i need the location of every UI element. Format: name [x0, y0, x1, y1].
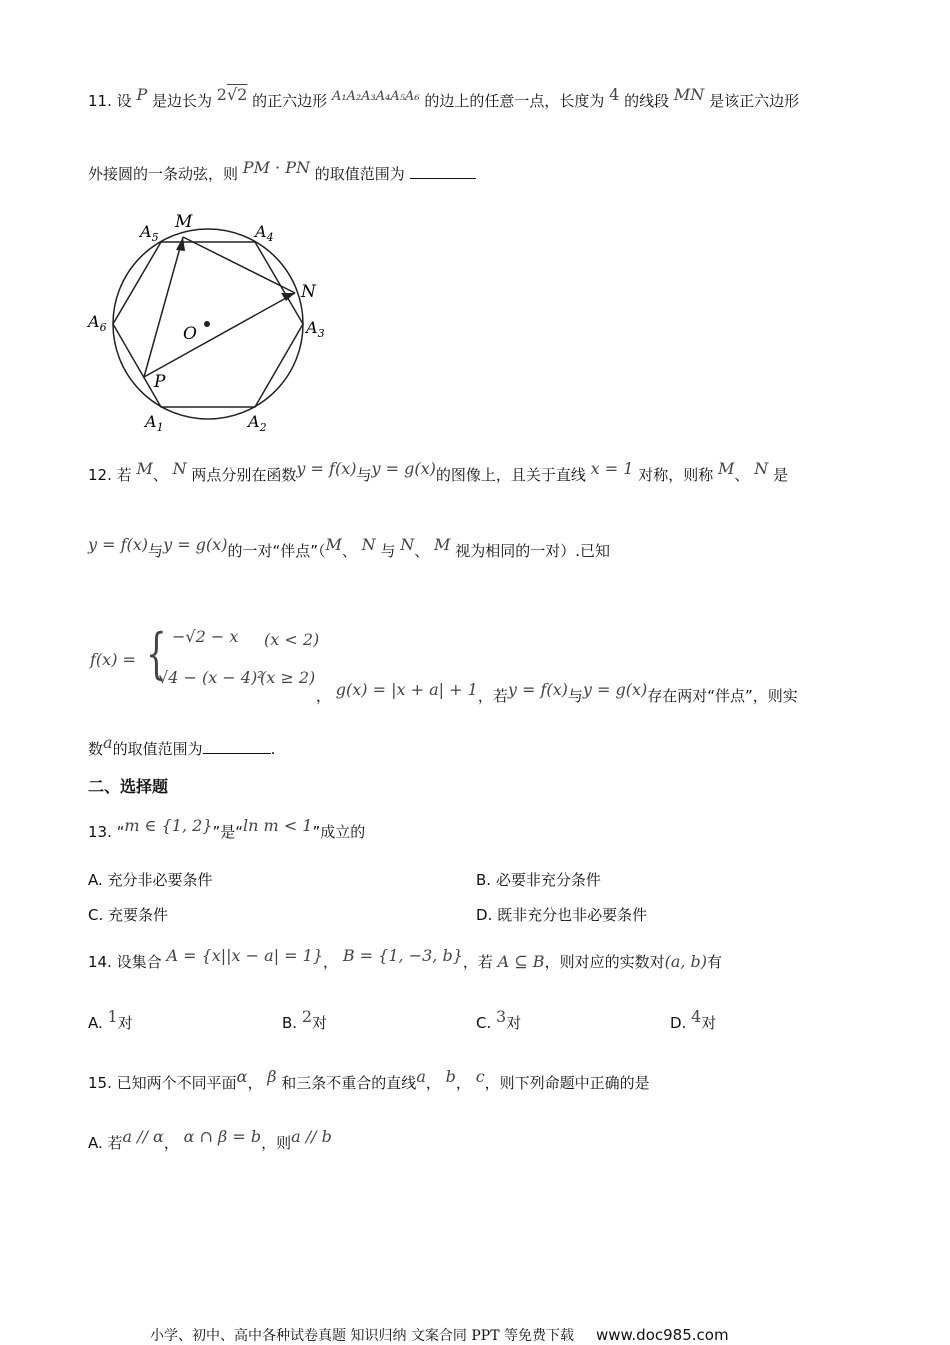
text: . — [270, 740, 276, 758]
hexagon-figure — [85, 205, 335, 440]
q15-stem — [88, 1067, 650, 1093]
math-f: y = f(x) — [507, 680, 568, 699]
text: 是该正六边形 — [709, 92, 800, 110]
label-A2: $A_2$ — [248, 412, 267, 434]
q15-option-a[interactable] — [88, 1127, 332, 1153]
option-value: 3 — [496, 1007, 507, 1026]
math-g: y = g(x) — [582, 680, 648, 699]
text: 设集合 — [116, 953, 162, 971]
math-cond2: ln m < 1 — [243, 816, 313, 835]
center-point-O — [204, 321, 210, 327]
label-A3: $A_3$ — [306, 318, 325, 340]
text: ， — [323, 953, 339, 971]
text: ， — [247, 1074, 263, 1092]
label-O: O — [183, 324, 197, 344]
math-case2: √4 − (x − 4)² — [158, 668, 264, 687]
text: 的取值范围为 — [314, 165, 405, 183]
math-length: 4 — [609, 85, 620, 104]
text: 与 — [356, 466, 372, 484]
math-hexagon: A₁A₂A₃A₄A₅A₆ — [331, 89, 420, 104]
math-subset: A ⊆ B — [497, 952, 545, 971]
page-footer — [150, 1325, 729, 1345]
option-value: 1 — [107, 1007, 118, 1026]
answer-blank — [410, 177, 476, 179]
math-cond2: (x ≥ 2) — [260, 668, 316, 687]
text: 、 — [414, 542, 430, 560]
question-number: 11. — [88, 92, 112, 110]
text: 的取值范围为 — [112, 740, 203, 758]
q14-option-c[interactable] — [476, 1007, 522, 1033]
answer-blank — [203, 752, 271, 754]
text: 的图像上，且关于直线 — [435, 466, 586, 484]
text: 、 — [734, 466, 750, 484]
q13-stem — [88, 816, 366, 842]
text: 和三条不重合的直线 — [281, 1074, 417, 1092]
option-unit: 对 — [701, 1014, 717, 1032]
text: 对称，则称 — [638, 466, 714, 484]
text: 的边上的任意一点，长度为 — [424, 92, 605, 110]
math-line: x = 1 — [590, 459, 634, 478]
option-value: 2 — [301, 1007, 313, 1026]
math-intersection: α ∩ β = b — [183, 1127, 262, 1146]
segment-PM — [144, 237, 183, 377]
math-MN: MN — [673, 85, 705, 104]
question-number: 15. — [88, 1074, 112, 1092]
footer-url[interactable]: www.doc985.com — [595, 1326, 729, 1344]
option-label: A. 若 — [88, 1134, 123, 1152]
q13-option-a[interactable]: A. 充分非必要条件 — [88, 871, 213, 889]
math-cond: m ∈ {1, 2} — [124, 816, 213, 835]
math-parallel: a // b — [291, 1127, 332, 1146]
math-f: y = f(x) — [296, 459, 357, 478]
math-case1: −√2 − x — [172, 627, 239, 646]
option-unit: 对 — [506, 1014, 522, 1032]
footer-text: 小学、初中、高中各种试卷真题 知识归纳 文案合同 PPT 等免费下载 — [150, 1328, 574, 1344]
text: 存在两对“伴点”，则实 — [647, 687, 798, 705]
question-number: 13. — [88, 823, 112, 841]
math-gx: g(x) = |x + a| + 1 — [335, 680, 478, 699]
text: 是边长为 — [151, 92, 212, 110]
math-side-length: 2√2 — [216, 85, 248, 104]
text: ”是“ — [212, 823, 244, 841]
text: ， — [455, 1074, 471, 1092]
text: 与 — [380, 542, 396, 560]
text: 有 — [707, 953, 723, 971]
option-label: B. — [282, 1014, 298, 1032]
text: 、 — [341, 542, 357, 560]
text: 设 — [116, 92, 132, 110]
text: ，则下列命题中正确的是 — [484, 1074, 650, 1092]
math-P: P — [136, 85, 148, 104]
text: 数 — [88, 740, 104, 758]
math-N: N — [172, 459, 187, 478]
q14-option-a[interactable] — [88, 1007, 133, 1033]
math-parallel: a // α — [122, 1127, 164, 1146]
q12-line4 — [88, 733, 276, 759]
math-f: y = f(x) — [88, 535, 149, 554]
text: 已知两个不同平面 — [116, 1074, 237, 1092]
q12-line2 — [88, 535, 610, 561]
segment-MN — [183, 237, 295, 293]
q11-line1 — [88, 85, 800, 111]
section-heading: 二、选择题 — [88, 777, 169, 796]
text: 两点分别在函数 — [191, 466, 297, 484]
math-setA: A = {x||x − a| = 1} — [166, 946, 324, 965]
text: 与 — [567, 687, 583, 705]
brace: { — [146, 622, 167, 685]
label-A6: $A_6$ — [88, 312, 107, 334]
q12-line1 — [88, 459, 788, 485]
math-M: M — [325, 535, 342, 554]
math-N: N — [754, 459, 769, 478]
label-A4: $A_4$ — [255, 222, 274, 244]
text: ，则 — [261, 1134, 292, 1152]
text: 、 — [152, 466, 168, 484]
text: 视为相同的一对）.已知 — [455, 542, 610, 560]
q14-stem — [88, 946, 723, 972]
q13-option-c[interactable]: C. 充要条件 — [88, 906, 169, 924]
text: ，若 — [462, 953, 493, 971]
math-M: M — [434, 535, 451, 554]
label-A1: $A_1$ — [145, 412, 164, 434]
text: 的正六边形 — [252, 92, 328, 110]
option-unit: 对 — [312, 1014, 328, 1032]
text: ， — [316, 687, 332, 705]
label-P: P — [154, 372, 166, 392]
text: ，则对应的实数对 — [544, 953, 665, 971]
arrowhead-M — [176, 237, 185, 251]
segment-PN — [144, 293, 295, 377]
option-unit: 对 — [117, 1014, 133, 1032]
math-pair: (a, b) — [664, 952, 708, 971]
label-M: M — [175, 212, 193, 232]
q12-line3 — [316, 680, 798, 706]
math-a: a — [103, 733, 113, 752]
math-fx-label: f(x) = — [90, 650, 136, 669]
question-number: 12. — [88, 466, 112, 484]
q13-option-b[interactable]: B. 必要非充分条件 — [476, 871, 601, 889]
option-label: C. — [476, 1014, 492, 1032]
math-M: M — [136, 459, 153, 478]
text: 是 — [772, 466, 788, 484]
text: ，若 — [477, 687, 508, 705]
text: 外接圆的一条动弦，则 — [88, 165, 239, 183]
q14-option-b[interactable] — [282, 1007, 328, 1033]
text: 若 — [116, 466, 132, 484]
text: “ — [116, 823, 125, 841]
math-alpha: α — [236, 1067, 248, 1086]
option-label: A. — [88, 1014, 103, 1032]
text: ”成立的 — [312, 823, 366, 841]
text: ， — [425, 1074, 441, 1092]
math-N: N — [361, 535, 376, 554]
math-b: b — [445, 1067, 456, 1086]
option-label: D. — [670, 1014, 687, 1032]
question-number: 14. — [88, 953, 112, 971]
option-value: 4 — [691, 1007, 702, 1026]
q14-option-d[interactable] — [670, 1007, 717, 1033]
math-a: a — [416, 1067, 426, 1086]
math-dot-product: PM · PN — [242, 158, 310, 177]
math-N: N — [400, 535, 415, 554]
math-g: y = g(x) — [163, 535, 228, 554]
q11-line2 — [88, 158, 476, 184]
text: 的线段 — [624, 92, 670, 110]
math-cond1: (x < 2) — [264, 630, 320, 649]
math-beta: β — [267, 1067, 277, 1086]
math-M: M — [718, 459, 735, 478]
label-N: N — [301, 282, 316, 302]
text: 与 — [148, 542, 164, 560]
label-A5: $A_5$ — [140, 222, 159, 244]
q13-option-d[interactable]: D. 既非充分也非必要条件 — [476, 906, 648, 924]
text: ， — [163, 1134, 179, 1152]
math-setB: B = {1, −3, b} — [342, 946, 463, 965]
math-g: y = g(x) — [371, 459, 436, 478]
math-c: c — [475, 1067, 485, 1086]
text: 的一对“伴点”（ — [227, 542, 326, 560]
